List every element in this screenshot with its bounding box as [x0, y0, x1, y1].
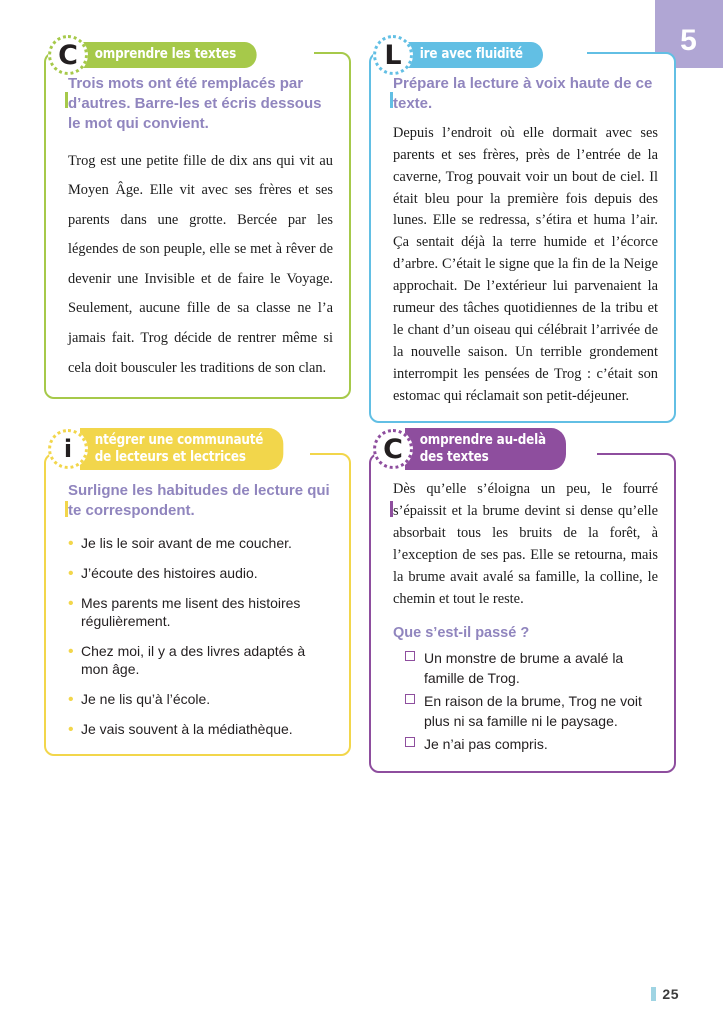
- badge-letter: C: [383, 433, 403, 465]
- page-footer: [651, 986, 679, 1002]
- list-item[interactable]: • Je vais souvent à la médiathèque.: [68, 720, 333, 739]
- list-item[interactable]: • Mes parents me lisent des histoires régulièrement.: [68, 594, 333, 631]
- badge-letter: L: [384, 39, 402, 71]
- checkbox-icon[interactable]: [405, 694, 415, 704]
- section-label: [405, 428, 566, 469]
- chapter-number: 5: [680, 24, 698, 57]
- card-header: [373, 428, 580, 469]
- badge-stem: [65, 501, 68, 517]
- question-text: Que s’est-il passé ?: [393, 624, 530, 641]
- exercise-lire-avec-fluidite: [369, 39, 676, 423]
- reading-passage: Depuis l’endroit où elle dormait avec ses parents et ses frères, près de l’entrée de la caverne, Trog pouvait voir un bout de ciel. Il était bleu pour la première fois depuis des lunes. Elle se redressa, s’étira et huma l’air. Ça sentait déjà la terre humide et l’écorce d’arbre. C’était le signe que la fin de la Neige approchait. De l’extérieur lui parvenaient la rumeur des tâches quotidiennes de la tribu et le chant d’un oiseau qui célébrait l’arrivée de la nouvelle saison. Un terrible grondement interrompit les pensées de Trog : c’était son estomac qui réclamait son petit-déjeuner.: [393, 124, 658, 404]
- choice-label: Un monstre de brume a avalé la famille de Trog.: [424, 649, 624, 686]
- list-item[interactable]: • Je lis le soir avant de me coucher.: [68, 534, 333, 553]
- badge-letter: C: [58, 39, 78, 71]
- reading-passage: Trog est une petite fille de dix ans qui vit au Moyen Âge. Elle vit avec ses frères et ses parents dans une grotte. Bercée par les légendes de son peuple, elle se met à rêver de devenir une Invisible et de faire le Voyage. Seulement, aucune fille de sa classe ne l’a jamais fait. Trog décide de rentrer même si cela doit bousculer les traditions de son clan.: [68, 152, 333, 376]
- choice-item[interactable]: [405, 734, 658, 754]
- answer-choices: [393, 648, 658, 754]
- exercise-card: [369, 39, 676, 423]
- instruction-text: Surligne les habitudes de lecture qui te correspondent.: [68, 482, 330, 520]
- badge-stem: [65, 92, 68, 108]
- section-label-line2: des textes: [419, 448, 489, 465]
- checkbox-icon[interactable]: [405, 737, 415, 747]
- badge-circle-icon: [48, 429, 88, 469]
- exercise-card: [44, 39, 351, 399]
- instruction-text: Trois mots ont été remplacés par d’autres. Barre-les et écris dessous le mot qui convient.: [68, 75, 322, 132]
- habits-list: [68, 534, 333, 738]
- list-item[interactable]: • J’écoute des histoires audio.: [68, 564, 333, 583]
- list-item[interactable]: • Chez moi, il y a des livres adaptés à mon âge.: [68, 642, 333, 679]
- exercise-card: [369, 432, 676, 772]
- exercise-comprendre-les-textes: [44, 39, 351, 423]
- section-label: omprendre les textes: [80, 42, 256, 67]
- badge-letter: i: [63, 435, 73, 464]
- choice-label: En raison de la brume, Trog ne voit plus ni sa famille ni le paysage.: [424, 692, 642, 729]
- exercise-row-top: [44, 39, 676, 423]
- section-label-line2: de lecteurs et lectrices: [94, 448, 246, 465]
- worksheet-grid: [44, 39, 676, 773]
- badge-circle-icon: [373, 35, 413, 75]
- instruction-text: Prépare la lecture à voix haute de ce texte.: [393, 75, 653, 112]
- page-number: 25: [662, 986, 679, 1002]
- card-header: [48, 428, 301, 469]
- badge-circle-icon: [48, 35, 88, 75]
- badge-stem: [390, 92, 393, 108]
- section-label-line1: ntégrer une communauté: [94, 432, 264, 449]
- choice-label: Je n’ai pas compris.: [424, 735, 548, 752]
- footer-mark-icon: [651, 987, 656, 1001]
- section-label: [80, 428, 283, 469]
- list-item[interactable]: • Je ne lis qu’à l’école.: [68, 690, 333, 709]
- exercise-comprendre-au-dela-des-textes: [369, 432, 676, 772]
- section-label-line1: omprendre au-delà: [419, 432, 546, 449]
- badge-stem: [390, 501, 393, 517]
- exercise-row-bottom: [44, 432, 676, 772]
- card-header: [373, 35, 555, 75]
- section-label: ire avec fluidité: [405, 42, 543, 67]
- checkbox-icon[interactable]: [405, 651, 415, 661]
- exercise-card: [44, 432, 351, 756]
- card-header: [48, 35, 272, 75]
- exercise-integrer-une-communaute: [44, 432, 351, 772]
- reading-passage: Dès qu’elle s’éloigna un peu, le fourré s’épaissit et la brume devint si dense qu’elle absorbait tous les bruits de la forêt, à l’exception de ses pas. Elle se retourna, mais la brume avait avalé sa famille, la colline, le chemin et tout le reste.: [393, 481, 658, 607]
- choice-item[interactable]: [405, 691, 658, 731]
- choice-item[interactable]: [405, 648, 658, 688]
- badge-circle-icon: [373, 429, 413, 469]
